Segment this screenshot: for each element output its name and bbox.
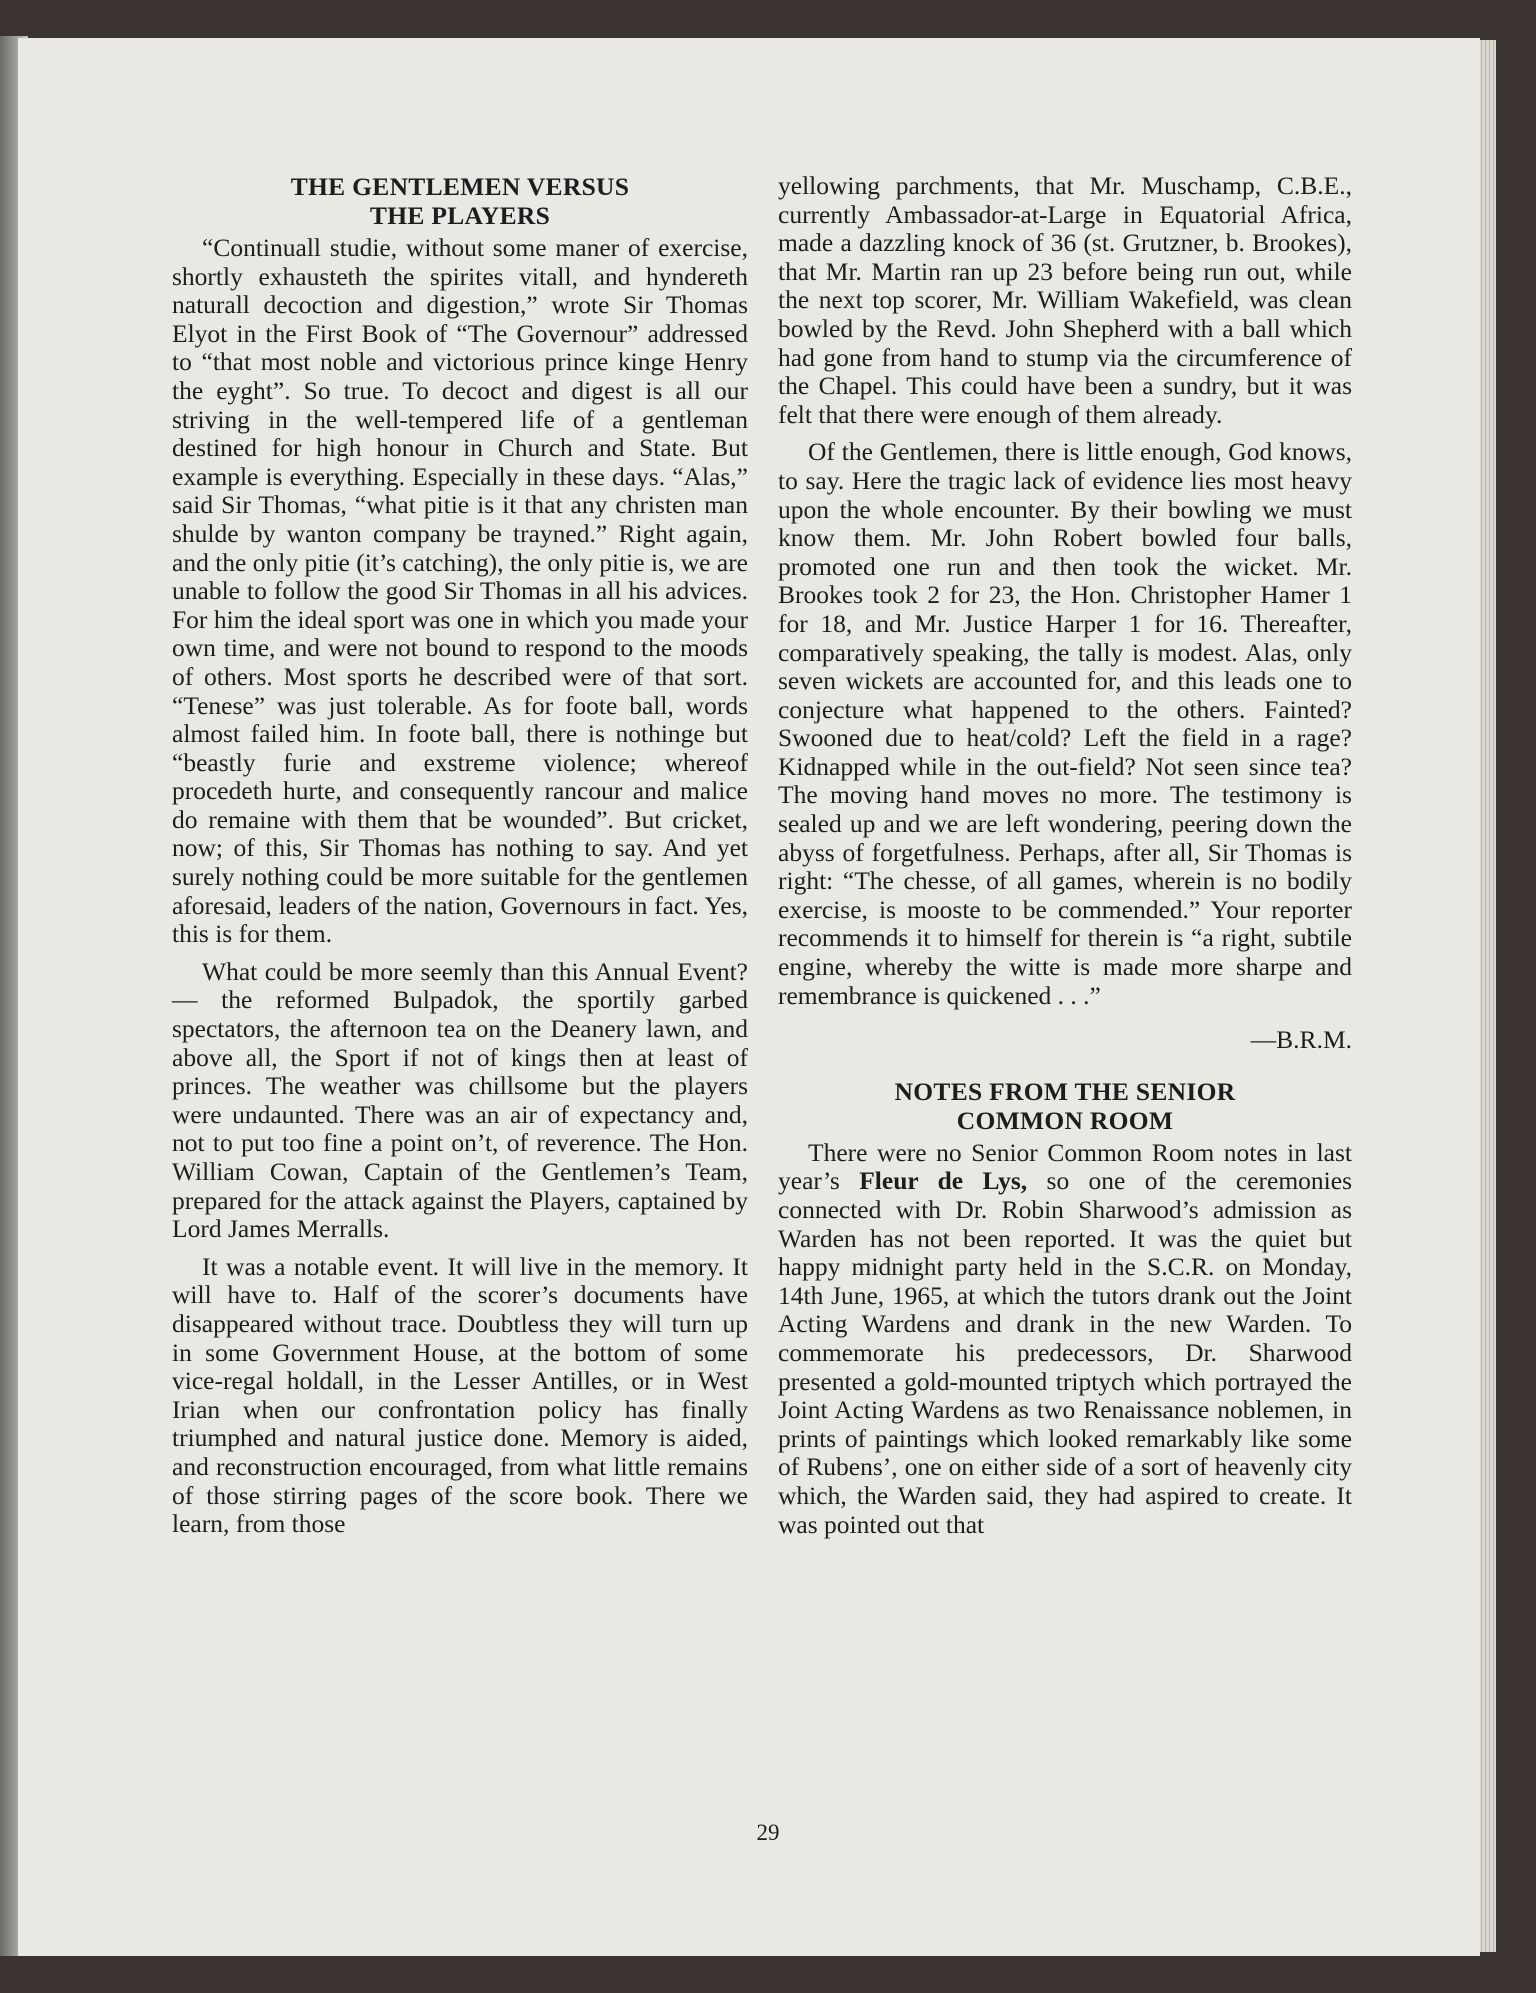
paragraph: It was a notable event. It will live in the memory. It will have to. Half of the scorer’s documents have disappeared without trace. Doubtless they will turn up in some Government House, at the bottom of some vice-regal holdall, in the Lesser Antilles, or in West Irian when our confrontation policy has finally triumphed and natural justice done. Memory is aided, and reconstruction encouraged, from what little remains of those stirring pages of the score book. There we learn, from those: [172, 1251, 748, 1539]
page-number: 29: [756, 1820, 780, 1845]
paragraph: yellowing parchments, that Mr. Muschamp, C.B.E., currently Ambassador-at-Large in Equatorial Africa, made a dazzling knock of 36 (st. Grutzner, b. Brookes), that Mr. Martin ran up 23 before being run out, while the next top scorer, Mr. William Wakefield, was clean bowled by the Revd. John Shepherd with a ball which had gone from hand to stump via the circumference of the Chapel. This could have been a sundry, but it was felt that there were enough of them already.: [778, 171, 1352, 429]
paragraph: [778, 1139, 1352, 1539]
text-run: so one of the ceremonies connected with Dr. Robin Sharwood’s admission as Warden has not been reported. It was the quiet but happy midnight party held in the S.C.R. on Monday, 14th June, 1965, at which the tutors drank out the Joint Acting Wardens and drank in the new Warden. To commemorate his predecessors, Dr. Sharwood presented a gold-mounted triptych which portrayed the Joint Acting Wardens as two Renaissance noblemen, in prints of paintings which looked remarkably like some of Rubens’, one on either side of a sort of heavenly city which, the Warden said, they had aspired to create. It was pointed out that: [778, 1166, 1353, 1539]
left-column: [172, 172, 748, 1548]
publication-title: Fleur de Lys,: [859, 1166, 1028, 1196]
author-signature: —B.R.M.: [1250, 1025, 1352, 1055]
heading-line: THE PLAYERS: [369, 201, 551, 230]
article-heading: [172, 172, 748, 230]
right-column: [778, 172, 1352, 1548]
paragraph: “Continuall studie, without some maner of exercise, shortly exhausteth the spirites vitall, and hyndereth naturall decoction and digestion,” wrote Sir Thomas Elyot in the First Book of “The Governour” addressed to “that most noble and victorious prince kinge Henry the eyght”. So true. To decoct and digest is all our striving in the well-tempered life of a gentleman destined for high honour in Church and State. But example is everything. Especially in these days. “Alas,” said Sir Thomas, “what pitie is it that any christen man shulde by wanton company be trayned.” Right again, and the only pitie (it’s catching), the only pitie is, we are unable to follow the good Sir Thomas in all his advices. For him the ideal sport was one in which you made your own time, and were not bound to respond to the moods of others. Most sports he described were of that sort. “Tenese” was just tolerable. As for foote ball, words almost failed him. In foote ball, there is nothinge but “beastly furie and exstreme violence; whereof procedeth hurte, and consequently rancour and malice do remaine with them that be wounded”. But cricket, now; of this, Sir Thomas has nothing to say. And yet surely nothing could be more suitable for the gentlemen aforesaid, leaders of the nation, Governours in fact. Yes, this is for them.: [172, 233, 748, 949]
section-heading: [778, 1077, 1352, 1135]
paragraph: What could be more seemly than this Annual Event? — the reformed Bulpadok, the sportily garbed spectators, the afternoon tea on the Deanery lawn, and above all, the Sport if not of kings then at least of princes. The weather was chillsome but the players were undaunted. There was an air of expectancy and, not to put too fine a point on’t, of reverence. The Hon. William Cowan, Captain of the Gentlemen’s Team, prepared for the attack against the Players, captained by Lord James Merralls.: [172, 956, 748, 1244]
heading-line: COMMON ROOM: [956, 1105, 1174, 1135]
heading-line: THE GENTLEMEN VERSUS: [290, 172, 630, 201]
text-run: There were no Senior Common Room notes in last year’s: [778, 1137, 1352, 1196]
heading-line: NOTES FROM THE SENIOR: [894, 1076, 1236, 1106]
paragraph: Of the Gentlemen, there is little enough, God knows, to say. Here the tragic lack of evidence lies most heavy upon the whole encounter. By their bowling we must know them. Mr. John Robert bowled four balls, promoted one run and then took the wicket. Mr. Brookes took 2 for 23, the Hon. Christopher Hamer 1 for 18, and Mr. Justice Harper 1 for 16. Thereafter, comparatively speaking, the tally is modest. Alas, only seven wickets are accounted for, and this leads one to conjecture what happened to the others. Fainted? Swooned due to heat/cold? Left the field in a rage? Kidnapped while in the out-field? Not seen since tea? The moving hand moves no more. The testimony is sealed up and we are left wondering, peering down the abyss of forgetfulness. Perhaps, after all, Sir Thomas is right: “The chesse, of all games, wherein is no bodily exercise, is mooste to be commended.” Your reporter recommends it to himself for therein is “a right, subtile engine, whereby the witte is made more sharpe and remembrance is quickened . . .”: [778, 437, 1352, 1010]
